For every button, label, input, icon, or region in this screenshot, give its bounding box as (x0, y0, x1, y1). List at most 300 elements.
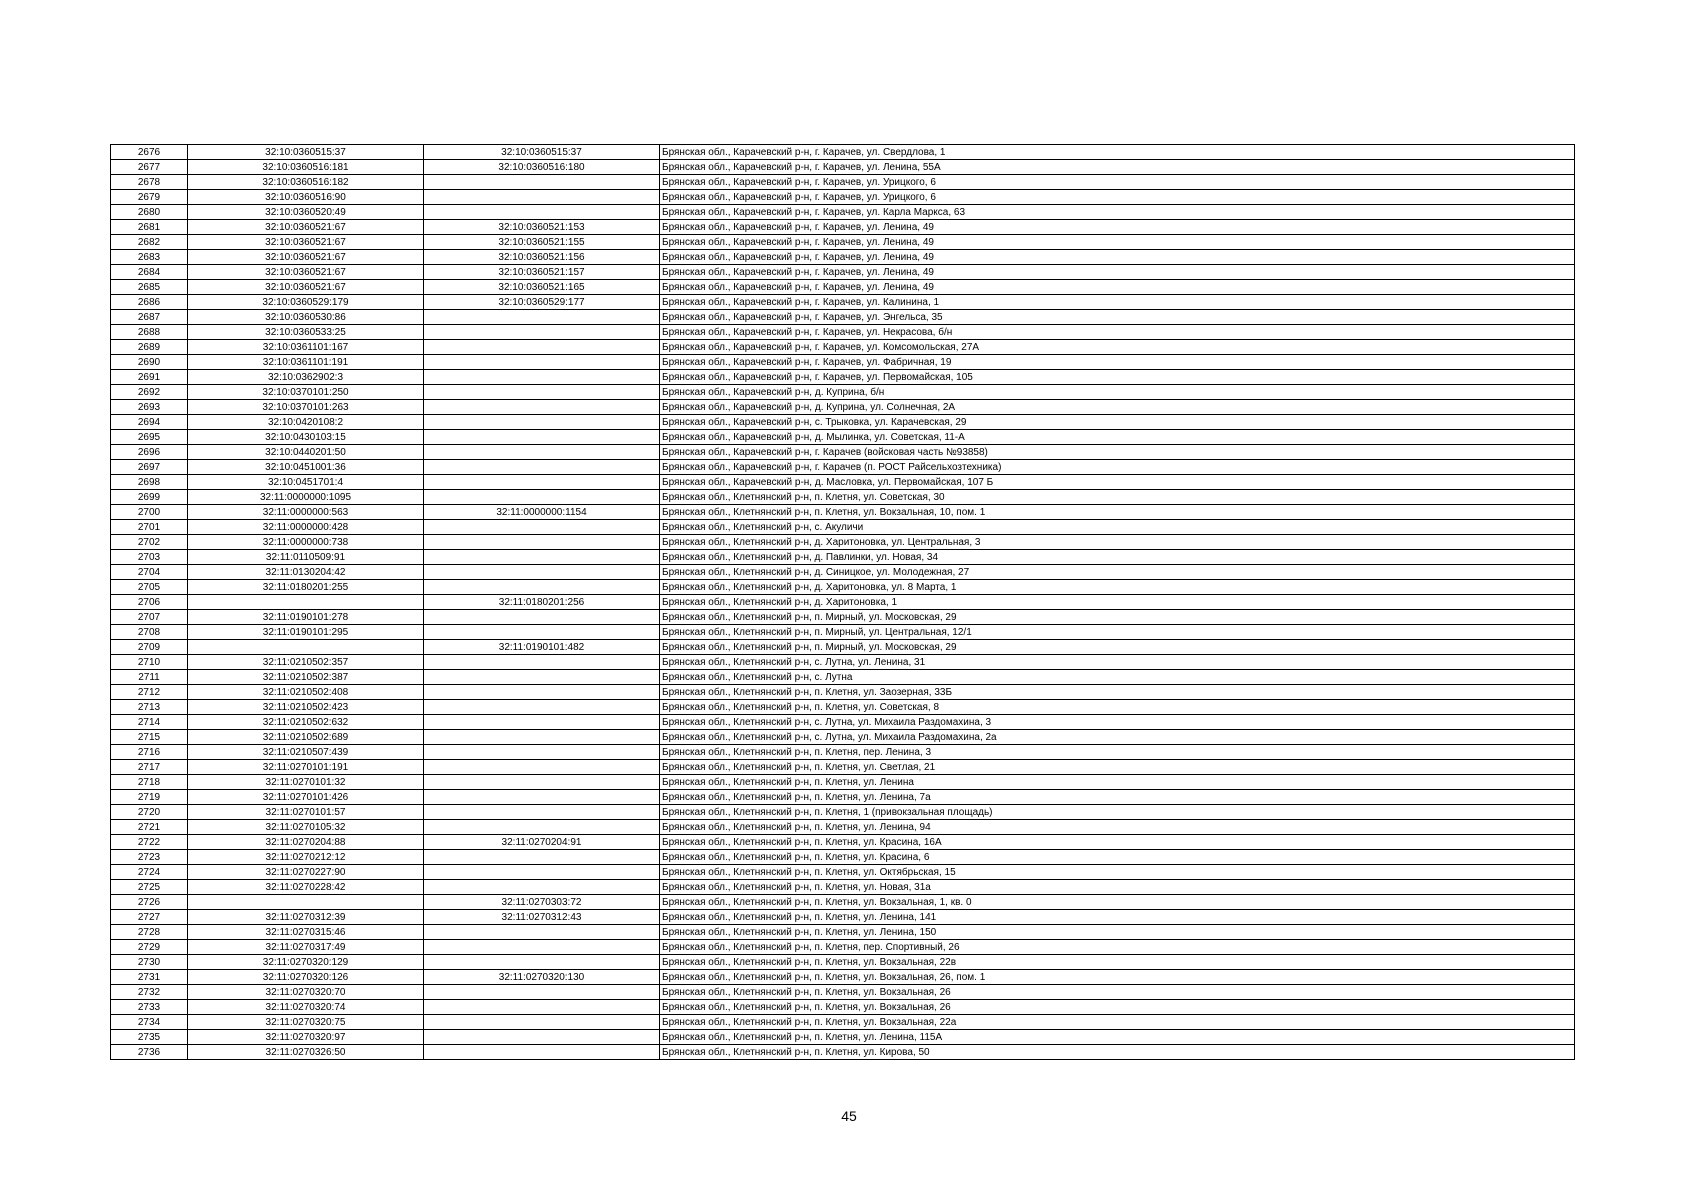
address-cell: Брянская обл., Клетнянский р-н, п. Клетня, ул. Советская, 30 (660, 490, 1575, 505)
land-cadastral-number-cell: 32:10:0362902:3 (188, 370, 424, 385)
table-row (111, 925, 1575, 940)
object-cadastral-number-cell (424, 955, 660, 970)
object-cadastral-number-cell (424, 1030, 660, 1045)
address-cell: Брянская обл., Карачевский р-н, г. Карачев, ул. Некрасова, б/н (660, 325, 1575, 340)
land-cadastral-number-cell: 32:10:0360521:67 (188, 250, 424, 265)
object-cadastral-number-cell (424, 340, 660, 355)
land-cadastral-number-cell: 32:11:0270101:426 (188, 790, 424, 805)
land-cadastral-number-cell: 32:10:0360521:67 (188, 220, 424, 235)
address-cell: Брянская обл., Клетнянский р-н, п. Мирный, ул. Московская, 29 (660, 640, 1575, 655)
row-number-cell: 2730 (111, 955, 188, 970)
address-cell: Брянская обл., Клетнянский р-н, д. Харитоновка, ул. 8 Марта, 1 (660, 580, 1575, 595)
row-number-cell: 2691 (111, 370, 188, 385)
row-number-cell: 2714 (111, 715, 188, 730)
row-number-cell: 2722 (111, 835, 188, 850)
row-number-cell: 2685 (111, 280, 188, 295)
table-row (111, 430, 1575, 445)
land-cadastral-number-cell: 32:11:0130204:42 (188, 565, 424, 580)
row-number-cell: 2679 (111, 190, 188, 205)
object-cadastral-number-cell (424, 205, 660, 220)
table-row (111, 370, 1575, 385)
object-cadastral-number-cell (424, 985, 660, 1000)
address-cell: Брянская обл., Карачевский р-н, с. Трыковка, ул. Карачевская, 29 (660, 415, 1575, 430)
address-cell: Брянская обл., Карачевский р-н, г. Карачев (войсковая часть №93858) (660, 445, 1575, 460)
table-row (111, 325, 1575, 340)
object-cadastral-number-cell (424, 565, 660, 580)
object-cadastral-number-cell (424, 475, 660, 490)
address-cell: Брянская обл., Клетнянский р-н, д. Павлинки, ул. Новая, 34 (660, 550, 1575, 565)
land-cadastral-number-cell: 32:10:0360529:179 (188, 295, 424, 310)
address-cell: Брянская обл., Карачевский р-н, д. Куприна, б/н (660, 385, 1575, 400)
table-row (111, 535, 1575, 550)
table-row (111, 385, 1575, 400)
address-cell: Брянская обл., Карачевский р-н, г. Карачев, ул. Ленина, 49 (660, 250, 1575, 265)
land-cadastral-number-cell: 32:10:0370101:250 (188, 385, 424, 400)
row-number-cell: 2733 (111, 1000, 188, 1015)
address-cell: Брянская обл., Клетнянский р-н, с. Лутна (660, 670, 1575, 685)
row-number-cell: 2728 (111, 925, 188, 940)
object-cadastral-number-cell: 32:11:0270312:43 (424, 910, 660, 925)
address-cell: Брянская обл., Карачевский р-н, д. Куприна, ул. Солнечная, 2А (660, 400, 1575, 415)
row-number-cell: 2676 (111, 145, 188, 160)
table-row (111, 520, 1575, 535)
land-cadastral-number-cell: 32:11:0210502:387 (188, 670, 424, 685)
row-number-cell: 2703 (111, 550, 188, 565)
row-number-cell: 2690 (111, 355, 188, 370)
land-cadastral-number-cell: 32:11:0270105:32 (188, 820, 424, 835)
row-number-cell: 2721 (111, 820, 188, 835)
object-cadastral-number-cell (424, 580, 660, 595)
table-row (111, 700, 1575, 715)
table-row (111, 820, 1575, 835)
table-row (111, 730, 1575, 745)
object-cadastral-number-cell (424, 490, 660, 505)
object-cadastral-number-cell (424, 355, 660, 370)
land-cadastral-number-cell: 32:10:0360516:90 (188, 190, 424, 205)
address-cell: Брянская обл., Клетнянский р-н, д. Харитоновка, 1 (660, 595, 1575, 610)
land-cadastral-number-cell: 32:11:0190101:295 (188, 625, 424, 640)
row-number-cell: 2704 (111, 565, 188, 580)
land-cadastral-number-cell: 32:10:0361101:191 (188, 355, 424, 370)
row-number-cell: 2729 (111, 940, 188, 955)
object-cadastral-number-cell (424, 925, 660, 940)
address-cell: Брянская обл., Клетнянский р-н, п. Клетня, ул. Новая, 31а (660, 880, 1575, 895)
land-cadastral-number-cell: 32:11:0000000:563 (188, 505, 424, 520)
address-cell: Брянская обл., Карачевский р-н, г. Карачев, ул. Ленина, 49 (660, 265, 1575, 280)
row-number-cell: 2727 (111, 910, 188, 925)
object-cadastral-number-cell (424, 670, 660, 685)
address-cell: Брянская обл., Клетнянский р-н, п. Клетня, ул. Вокзальная, 1, кв. 0 (660, 895, 1575, 910)
row-number-cell: 2687 (111, 310, 188, 325)
object-cadastral-number-cell (424, 445, 660, 460)
address-cell: Брянская обл., Карачевский р-н, г. Карачев (п. РОСТ Райсельхозтехника) (660, 460, 1575, 475)
table-row (111, 190, 1575, 205)
row-number-cell: 2683 (111, 250, 188, 265)
row-number-cell: 2689 (111, 340, 188, 355)
address-cell: Брянская обл., Карачевский р-н, г. Карачев, ул. Ленина, 55А (660, 160, 1575, 175)
land-cadastral-number-cell: 32:11:0110509:91 (188, 550, 424, 565)
address-cell: Брянская обл., Клетнянский р-н, с. Акуличи (660, 520, 1575, 535)
table-row (111, 1015, 1575, 1030)
object-cadastral-number-cell (424, 550, 660, 565)
land-cadastral-number-cell: 32:11:0270320:129 (188, 955, 424, 970)
address-cell: Брянская обл., Клетнянский р-н, п. Клетня, ул. Светлая, 21 (660, 760, 1575, 775)
row-number-cell: 2732 (111, 985, 188, 1000)
address-cell: Брянская обл., Клетнянский р-н, п. Клетня, ул. Вокзальная, 22а (660, 1015, 1575, 1030)
object-cadastral-number-cell (424, 775, 660, 790)
land-cadastral-number-cell: 32:11:0270227:90 (188, 865, 424, 880)
land-cadastral-number-cell: 32:11:0270315:46 (188, 925, 424, 940)
land-cadastral-number-cell (188, 595, 424, 610)
table-row (111, 880, 1575, 895)
table-row (111, 1030, 1575, 1045)
row-number-cell: 2705 (111, 580, 188, 595)
table-row (111, 595, 1575, 610)
address-cell: Брянская обл., Клетнянский р-н, п. Клетня, пер. Ленина, 3 (660, 745, 1575, 760)
row-number-cell: 2708 (111, 625, 188, 640)
page-number: 45 (841, 1108, 857, 1124)
address-cell: Брянская обл., Карачевский р-н, г. Карачев, ул. Свердлова, 1 (660, 145, 1575, 160)
address-cell: Брянская обл., Клетнянский р-н, п. Клетня, 1 (привокзальная площадь) (660, 805, 1575, 820)
land-cadastral-number-cell: 32:11:0270228:42 (188, 880, 424, 895)
object-cadastral-number-cell: 32:10:0360521:156 (424, 250, 660, 265)
row-number-cell: 2715 (111, 730, 188, 745)
table-row (111, 340, 1575, 355)
row-number-cell: 2711 (111, 670, 188, 685)
table-row (111, 310, 1575, 325)
land-cadastral-number-cell: 32:11:0210507:439 (188, 745, 424, 760)
object-cadastral-number-cell: 32:10:0360521:155 (424, 235, 660, 250)
table-row (111, 970, 1575, 985)
row-number-cell: 2699 (111, 490, 188, 505)
row-number-cell: 2726 (111, 895, 188, 910)
address-cell: Брянская обл., Клетнянский р-н, п. Клетня, ул. Заозерная, 33Б (660, 685, 1575, 700)
table-row (111, 280, 1575, 295)
table-row (111, 835, 1575, 850)
land-cadastral-number-cell: 32:11:0180201:255 (188, 580, 424, 595)
table-row (111, 745, 1575, 760)
object-cadastral-number-cell (424, 760, 660, 775)
land-cadastral-number-cell: 32:11:0000000:738 (188, 535, 424, 550)
address-cell: Брянская обл., Карачевский р-н, г. Карачев, ул. Фабричная, 19 (660, 355, 1575, 370)
object-cadastral-number-cell: 32:10:0360521:153 (424, 220, 660, 235)
object-cadastral-number-cell (424, 730, 660, 745)
address-cell: Брянская обл., Клетнянский р-н, с. Лутна, ул. Ленина, 31 (660, 655, 1575, 670)
row-number-cell: 2710 (111, 655, 188, 670)
address-cell: Брянская обл., Клетнянский р-н, п. Клетня, ул. Ленина, 150 (660, 925, 1575, 940)
table-row (111, 1000, 1575, 1015)
land-cadastral-number-cell: 32:10:0451701:4 (188, 475, 424, 490)
address-cell: Брянская обл., Клетнянский р-н, п. Клетня, пер. Спортивный, 26 (660, 940, 1575, 955)
row-number-cell: 2706 (111, 595, 188, 610)
object-cadastral-number-cell (424, 820, 660, 835)
address-cell: Брянская обл., Клетнянский р-н, д. Харитоновка, ул. Центральная, 3 (660, 535, 1575, 550)
address-cell: Брянская обл., Карачевский р-н, г. Карачев, ул. Урицкого, 6 (660, 175, 1575, 190)
land-cadastral-number-cell: 32:10:0360520:49 (188, 205, 424, 220)
row-number-cell: 2693 (111, 400, 188, 415)
object-cadastral-number-cell (424, 715, 660, 730)
land-cadastral-number-cell: 32:11:0270101:191 (188, 760, 424, 775)
object-cadastral-number-cell (424, 400, 660, 415)
address-cell: Брянская обл., Клетнянский р-н, п. Клетня, ул. Вокзальная, 10, пом. 1 (660, 505, 1575, 520)
object-cadastral-number-cell: 32:10:0360521:165 (424, 280, 660, 295)
land-cadastral-number-cell: 32:10:0360521:67 (188, 235, 424, 250)
address-cell: Брянская обл., Карачевский р-н, г. Карачев, ул. Урицкого, 6 (660, 190, 1575, 205)
land-cadastral-number-cell (188, 895, 424, 910)
land-cadastral-number-cell: 32:11:0270326:50 (188, 1045, 424, 1060)
land-cadastral-number-cell: 32:11:0270320:74 (188, 1000, 424, 1015)
row-number-cell: 2709 (111, 640, 188, 655)
table-row (111, 460, 1575, 475)
address-cell: Брянская обл., Клетнянский р-н, п. Клетня, ул. Вокзальная, 22в (660, 955, 1575, 970)
object-cadastral-number-cell: 32:10:0360529:177 (424, 295, 660, 310)
row-number-cell: 2723 (111, 850, 188, 865)
table-row (111, 505, 1575, 520)
row-number-cell: 2702 (111, 535, 188, 550)
object-cadastral-number-cell: 32:11:0270303:72 (424, 895, 660, 910)
row-number-cell: 2681 (111, 220, 188, 235)
row-number-cell: 2698 (111, 475, 188, 490)
table-row (111, 790, 1575, 805)
address-cell: Брянская обл., Карачевский р-н, г. Карачев, ул. Калинина, 1 (660, 295, 1575, 310)
row-number-cell: 2724 (111, 865, 188, 880)
object-cadastral-number-cell: 32:11:0270204:91 (424, 835, 660, 850)
address-cell: Брянская обл., Карачевский р-н, д. Мылинка, ул. Советская, 11-А (660, 430, 1575, 445)
land-cadastral-number-cell: 32:11:0270320:97 (188, 1030, 424, 1045)
land-cadastral-number-cell: 32:10:0430103:15 (188, 430, 424, 445)
table-row (111, 565, 1575, 580)
row-number-cell: 2696 (111, 445, 188, 460)
table-row (111, 865, 1575, 880)
land-cadastral-number-cell: 32:10:0360515:37 (188, 145, 424, 160)
table-row (111, 355, 1575, 370)
table-row (111, 955, 1575, 970)
table-row (111, 205, 1575, 220)
table-row (111, 445, 1575, 460)
table-row (111, 685, 1575, 700)
address-cell: Брянская обл., Клетнянский р-н, п. Клетня, ул. Советская, 8 (660, 700, 1575, 715)
table-row (111, 400, 1575, 415)
object-cadastral-number-cell (424, 325, 660, 340)
row-number-cell: 2694 (111, 415, 188, 430)
table-row (111, 625, 1575, 640)
table-row (111, 295, 1575, 310)
object-cadastral-number-cell (424, 175, 660, 190)
table-row (111, 640, 1575, 655)
object-cadastral-number-cell (424, 460, 660, 475)
table-row (111, 220, 1575, 235)
address-cell: Брянская обл., Клетнянский р-н, п. Клетня, ул. Вокзальная, 26 (660, 985, 1575, 1000)
address-cell: Брянская обл., Клетнянский р-н, п. Клетня, ул. Красина, 6 (660, 850, 1575, 865)
table-row (111, 610, 1575, 625)
row-number-cell: 2712 (111, 685, 188, 700)
land-cadastral-number-cell: 32:11:0210502:423 (188, 700, 424, 715)
land-cadastral-number-cell: 32:11:0270317:49 (188, 940, 424, 955)
land-cadastral-number-cell: 32:10:0360516:181 (188, 160, 424, 175)
address-cell: Брянская обл., Клетнянский р-н, п. Клетня, ул. Ленина (660, 775, 1575, 790)
object-cadastral-number-cell: 32:10:0360515:37 (424, 145, 660, 160)
land-cadastral-number-cell: 32:10:0370101:263 (188, 400, 424, 415)
land-cadastral-number-cell: 32:11:0270101:32 (188, 775, 424, 790)
row-number-cell: 2701 (111, 520, 188, 535)
object-cadastral-number-cell (424, 1045, 660, 1060)
table-row (111, 160, 1575, 175)
land-cadastral-number-cell: 32:11:0000000:428 (188, 520, 424, 535)
table-row (111, 265, 1575, 280)
row-number-cell: 2686 (111, 295, 188, 310)
table-row (111, 490, 1575, 505)
address-cell: Брянская обл., Карачевский р-н, г. Карачев, ул. Ленина, 49 (660, 280, 1575, 295)
land-cadastral-number-cell: 32:11:0190101:278 (188, 610, 424, 625)
row-number-cell: 2692 (111, 385, 188, 400)
table-row (111, 1045, 1575, 1060)
land-cadastral-number-cell: 32:10:0361101:167 (188, 340, 424, 355)
land-cadastral-number-cell: 32:10:0360521:67 (188, 265, 424, 280)
object-cadastral-number-cell (424, 1015, 660, 1030)
object-cadastral-number-cell (424, 865, 660, 880)
object-cadastral-number-cell (424, 430, 660, 445)
object-cadastral-number-cell (424, 940, 660, 955)
row-number-cell: 2688 (111, 325, 188, 340)
address-cell: Брянская обл., Клетнянский р-н, д. Синицкое, ул. Молодежная, 27 (660, 565, 1575, 580)
object-cadastral-number-cell: 32:10:0360516:180 (424, 160, 660, 175)
object-cadastral-number-cell (424, 610, 660, 625)
table-row (111, 850, 1575, 865)
row-number-cell: 2719 (111, 790, 188, 805)
address-cell: Брянская обл., Клетнянский р-н, п. Клетня, ул. Красина, 16А (660, 835, 1575, 850)
row-number-cell: 2718 (111, 775, 188, 790)
object-cadastral-number-cell: 32:10:0360521:157 (424, 265, 660, 280)
table-row (111, 760, 1575, 775)
property-register-table (110, 144, 1575, 1060)
address-cell: Брянская обл., Клетнянский р-н, п. Клетня, ул. Ленина, 94 (660, 820, 1575, 835)
table-row (111, 985, 1575, 1000)
table-row (111, 250, 1575, 265)
table-row (111, 175, 1575, 190)
object-cadastral-number-cell (424, 850, 660, 865)
row-number-cell: 2734 (111, 1015, 188, 1030)
address-cell: Брянская обл., Клетнянский р-н, п. Клетня, ул. Ленина, 7а (660, 790, 1575, 805)
row-number-cell: 2717 (111, 760, 188, 775)
address-cell: Брянская обл., Карачевский р-н, г. Карачев, ул. Карла Маркса, 63 (660, 205, 1575, 220)
table-row (111, 580, 1575, 595)
land-cadastral-number-cell: 32:11:0270320:126 (188, 970, 424, 985)
land-cadastral-number-cell: 32:11:0270320:70 (188, 985, 424, 1000)
address-cell: Брянская обл., Карачевский р-н, г. Карачев, ул. Комсомольская, 27А (660, 340, 1575, 355)
land-cadastral-number-cell: 32:11:0210502:357 (188, 655, 424, 670)
table-row (111, 475, 1575, 490)
object-cadastral-number-cell (424, 190, 660, 205)
object-cadastral-number-cell (424, 880, 660, 895)
row-number-cell: 2707 (111, 610, 188, 625)
address-cell: Брянская обл., Клетнянский р-н, п. Клетня, ул. Октябрьская, 15 (660, 865, 1575, 880)
land-cadastral-number-cell: 32:11:0210502:408 (188, 685, 424, 700)
table-row (111, 775, 1575, 790)
table-row (111, 550, 1575, 565)
address-cell: Брянская обл., Клетнянский р-н, п. Мирный, ул. Центральная, 12/1 (660, 625, 1575, 640)
object-cadastral-number-cell (424, 655, 660, 670)
land-cadastral-number-cell: 32:10:0360516:182 (188, 175, 424, 190)
row-number-cell: 2697 (111, 460, 188, 475)
land-cadastral-number-cell: 32:11:0270312:39 (188, 910, 424, 925)
address-cell: Брянская обл., Карачевский р-н, г. Карачев, ул. Первомайская, 105 (660, 370, 1575, 385)
object-cadastral-number-cell (424, 685, 660, 700)
address-cell: Брянская обл., Клетнянский р-н, п. Мирный, ул. Московская, 29 (660, 610, 1575, 625)
address-cell: Брянская обл., Клетнянский р-н, п. Клетня, ул. Вокзальная, 26 (660, 1000, 1575, 1015)
object-cadastral-number-cell (424, 790, 660, 805)
address-cell: Брянская обл., Клетнянский р-н, п. Клетня, ул. Ленина, 115А (660, 1030, 1575, 1045)
land-cadastral-number-cell: 32:11:0270204:88 (188, 835, 424, 850)
land-cadastral-number-cell: 32:10:0440201:50 (188, 445, 424, 460)
address-cell: Брянская обл., Карачевский р-н, г. Карачев, ул. Ленина, 49 (660, 220, 1575, 235)
address-cell: Брянская обл., Клетнянский р-н, с. Лутна, ул. Михаила Раздомахина, 2а (660, 730, 1575, 745)
row-number-cell: 2684 (111, 265, 188, 280)
table-row (111, 415, 1575, 430)
land-cadastral-number-cell: 32:10:0360533:25 (188, 325, 424, 340)
land-cadastral-number-cell: 32:11:0000000:1095 (188, 490, 424, 505)
table-row (111, 670, 1575, 685)
row-number-cell: 2713 (111, 700, 188, 715)
table-row (111, 715, 1575, 730)
table-row (111, 235, 1575, 250)
land-cadastral-number-cell (188, 640, 424, 655)
land-cadastral-number-cell: 32:10:0360521:67 (188, 280, 424, 295)
address-cell: Брянская обл., Клетнянский р-н, с. Лутна, ул. Михаила Раздомахина, 3 (660, 715, 1575, 730)
address-cell: Брянская обл., Клетнянский р-н, п. Клетня, ул. Вокзальная, 26, пом. 1 (660, 970, 1575, 985)
table-row (111, 910, 1575, 925)
land-cadastral-number-cell: 32:11:0210502:632 (188, 715, 424, 730)
object-cadastral-number-cell: 32:11:0270320:130 (424, 970, 660, 985)
row-number-cell: 2695 (111, 430, 188, 445)
row-number-cell: 2731 (111, 970, 188, 985)
object-cadastral-number-cell (424, 1000, 660, 1015)
row-number-cell: 2735 (111, 1030, 188, 1045)
object-cadastral-number-cell (424, 535, 660, 550)
address-cell: Брянская обл., Карачевский р-н, г. Карачев, ул. Энгельса, 35 (660, 310, 1575, 325)
object-cadastral-number-cell (424, 415, 660, 430)
object-cadastral-number-cell (424, 745, 660, 760)
row-number-cell: 2682 (111, 235, 188, 250)
register-table-body (111, 145, 1575, 1060)
object-cadastral-number-cell (424, 625, 660, 640)
object-cadastral-number-cell (424, 805, 660, 820)
land-cadastral-number-cell: 32:11:0270320:75 (188, 1015, 424, 1030)
object-cadastral-number-cell: 32:11:0000000:1154 (424, 505, 660, 520)
address-cell: Брянская обл., Клетнянский р-н, п. Клетня, ул. Ленина, 141 (660, 910, 1575, 925)
row-number-cell: 2736 (111, 1045, 188, 1060)
land-cadastral-number-cell: 32:11:0270101:57 (188, 805, 424, 820)
land-cadastral-number-cell: 32:10:0420108:2 (188, 415, 424, 430)
object-cadastral-number-cell: 32:11:0180201:256 (424, 595, 660, 610)
row-number-cell: 2720 (111, 805, 188, 820)
table-row (111, 145, 1575, 160)
row-number-cell: 2680 (111, 205, 188, 220)
land-cadastral-number-cell: 32:10:0451001:36 (188, 460, 424, 475)
object-cadastral-number-cell: 32:11:0190101:482 (424, 640, 660, 655)
address-cell: Брянская обл., Карачевский р-н, д. Масловка, ул. Первомайская, 107 Б (660, 475, 1575, 490)
row-number-cell: 2725 (111, 880, 188, 895)
object-cadastral-number-cell (424, 700, 660, 715)
table-row (111, 895, 1575, 910)
row-number-cell: 2678 (111, 175, 188, 190)
row-number-cell: 2677 (111, 160, 188, 175)
object-cadastral-number-cell (424, 385, 660, 400)
address-cell: Брянская обл., Карачевский р-н, г. Карачев, ул. Ленина, 49 (660, 235, 1575, 250)
row-number-cell: 2700 (111, 505, 188, 520)
address-cell: Брянская обл., Клетнянский р-н, п. Клетня, ул. Кирова, 50 (660, 1045, 1575, 1060)
land-cadastral-number-cell: 32:10:0360530:86 (188, 310, 424, 325)
land-cadastral-number-cell: 32:11:0270212:12 (188, 850, 424, 865)
